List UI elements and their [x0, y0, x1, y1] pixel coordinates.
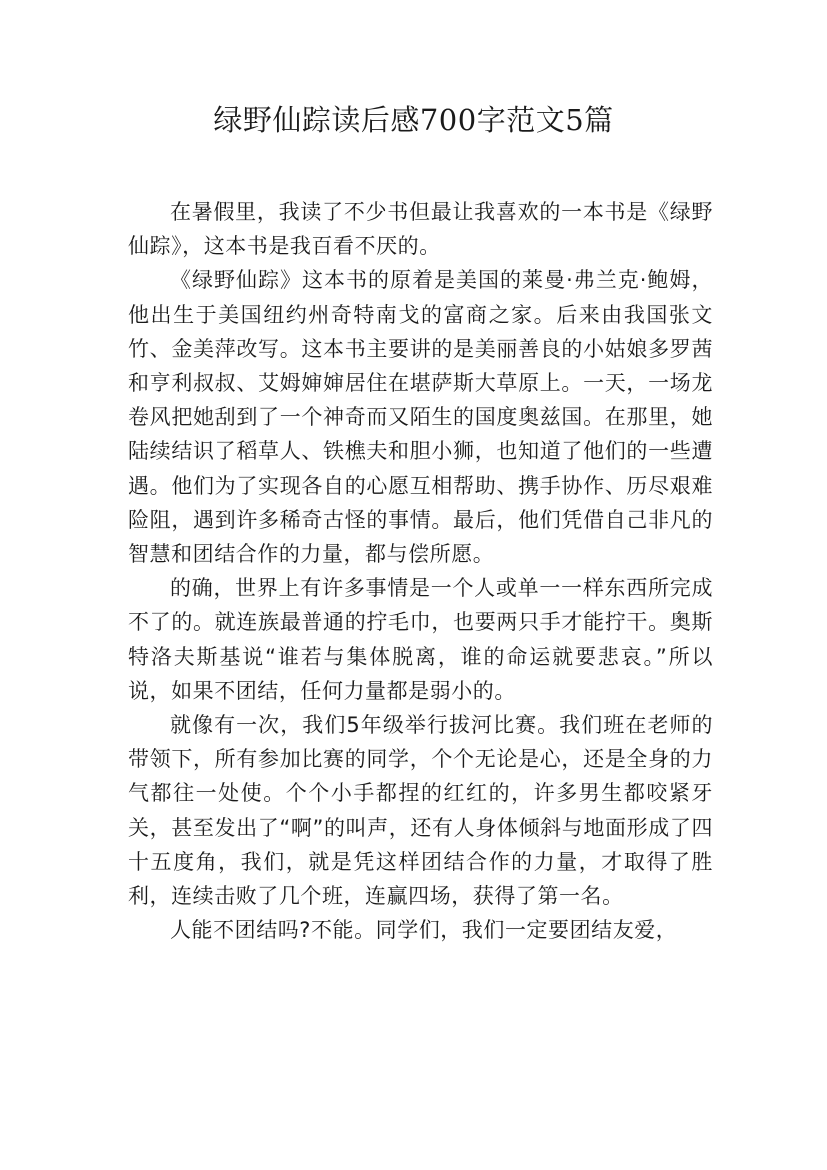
paragraph-2: 《绿野仙踪》这本书的原着是美国的莱曼·弗兰克·鲍姆，他出生于美国纽约州奇特南戈的富商之家。后来由我国张文竹、金美萍改写。这本书主要讲的是美丽善良的小姑娘多罗茜和亨利叔叔、艾姆婶婶居住在堪萨斯大草原上。一天，一场龙卷风把她刮到了一个神奇而又陌生的国度奥兹国。在那里，她陆续结识了稻草人、铁樵夫和胆小狮，也知道了他们的一些遭遇。他们为了实现各自的心愿互相帮助、携手协作、历尽艰难险阻，遇到许多稀奇古怪的事情。最后，他们凭借自己非凡的智慧和团结合作的力量，都与偿所愿。 [128, 268, 713, 567]
document-title: 绿野仙踪读后感700字范文5篇 [213, 103, 614, 137]
paragraph-5: 人能不团结吗?不能。同学们，我们一定要团结友爱， [170, 918, 678, 943]
paragraph-3: 的确，世界上有许多事情是一个人或单一一样东西所完成不了的。就连族最普通的拧毛巾，也要两只手才能拧干。奥斯特洛夫斯基说“谁若与集体脱离，谁的命运就要悲哀。”所以说，如果不团结，任何力量都是弱小的。 [128, 576, 713, 703]
paragraph-1: 在暑假里，我读了不少书但最让我喜欢的一本书是《绿野仙踪》，这本书是我百看不厌的。 [128, 200, 713, 259]
document-body [128, 195, 713, 947]
paragraph-4: 就像有一次，我们5年级举行拔河比赛。我们班在老师的带领下，所有参加比赛的同学，个个无论是心，还是全身的力气都往一处使。个个小手都捏的红红的，许多男生都咬紧牙关，甚至发出了“啊”的叫声，还有人身体倾斜与地面形成了四十五度角，我们，就是凭这样团结合作的力量，才取得了胜利，连续击败了几个班，连赢四场，获得了第一名。 [128, 713, 713, 909]
